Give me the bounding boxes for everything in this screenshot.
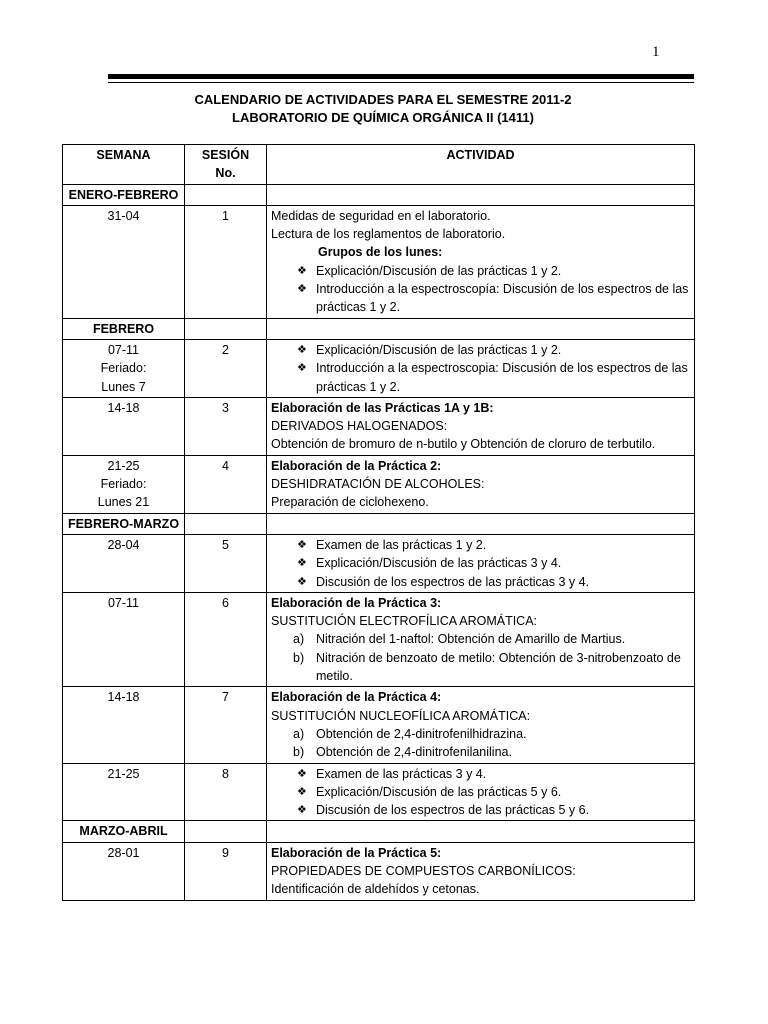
session-cell: 8 xyxy=(185,763,267,821)
session-cell: 1 xyxy=(185,205,267,318)
session-cell: 7 xyxy=(185,687,267,763)
week-cell: 07-11 xyxy=(63,592,185,686)
week-cell: 28-04 xyxy=(63,534,185,592)
practice-heading: Elaboración de las Prácticas 1A y 1B: xyxy=(271,400,494,415)
month-label: FEBRERO xyxy=(63,318,185,339)
list-item: b) Nitración de benzoato de metilo: Obtención de 3-nitrobenzoato de metilo. xyxy=(293,650,681,684)
activity-cell xyxy=(267,592,695,686)
title-line-2: LABORATORIO DE QUÍMICA ORGÁNICA II (1411) xyxy=(232,110,534,125)
activity-cell xyxy=(267,455,695,513)
month-label: ENERO-FEBRERO xyxy=(63,184,185,205)
week-cell: 31-04 xyxy=(63,205,185,318)
month-label: FEBRERO-MARZO xyxy=(63,513,185,534)
table-row xyxy=(63,397,695,455)
list-item: a) Obtención de 2,4-dinitrofenilhidrazina. xyxy=(293,726,527,741)
week-cell: 21-25 xyxy=(63,763,185,821)
month-label: MARZO-ABRIL xyxy=(63,821,185,842)
bullet-diamond-icon: ❖ xyxy=(297,575,307,588)
bullet-diamond-icon: ❖ xyxy=(297,343,307,356)
month-row xyxy=(63,184,695,205)
list-item: ❖ Explicación/Discusión de las prácticas 5 y 6. xyxy=(271,783,690,801)
table-row xyxy=(63,592,695,686)
list-item: ❖ Examen de las prácticas 1 y 2. xyxy=(271,536,690,554)
bullet-diamond-icon: ❖ xyxy=(297,362,307,375)
session-cell: 6 xyxy=(185,592,267,686)
list-item: ❖ Discusión de los espectros de las prácticas 3 y 4. xyxy=(271,573,690,591)
list-item: ❖ Examen de las prácticas 3 y 4. xyxy=(271,765,690,783)
header-semana: SEMANA xyxy=(63,145,185,185)
header-sesion xyxy=(185,145,267,185)
table-row xyxy=(63,339,695,397)
week-cell: 21-25 Feriado: Lunes 21 xyxy=(63,455,185,513)
session-cell: 4 xyxy=(185,455,267,513)
bullet-diamond-icon: ❖ xyxy=(297,785,307,798)
list-item: ❖ Discusión de los espectros de las prácticas 5 y 6. xyxy=(271,801,690,819)
document-title xyxy=(60,91,706,127)
activity-line: Preparación de ciclohexeno. xyxy=(271,495,429,510)
practice-heading: Elaboración de la Práctica 4: xyxy=(271,690,442,705)
list-item: a) Nitración del 1-naftol: Obtención de Amarillo de Martius. xyxy=(293,632,626,647)
practice-heading: Elaboración de la Práctica 2: xyxy=(271,458,442,473)
header-rule-thick xyxy=(108,74,694,79)
bullet-diamond-icon: ❖ xyxy=(297,264,307,277)
table-row xyxy=(63,842,695,900)
bullet-diamond-icon: ❖ xyxy=(297,283,307,296)
week-cell: 07-11 Feriado: Lunes 7 xyxy=(63,339,185,397)
header-actividad: ACTIVIDAD xyxy=(267,145,695,185)
month-row xyxy=(63,318,695,339)
table-header-row xyxy=(63,145,695,185)
activity-cell xyxy=(267,397,695,455)
activity-line: PROPIEDADES DE COMPUESTOS CARBONÍLICOS: xyxy=(271,863,576,878)
activity-line: SUSTITUCIÓN NUCLEOFÍLICA AROMÁTICA: xyxy=(271,708,531,723)
activity-cell xyxy=(267,205,695,318)
list-item: ❖ Explicación/Discusión de las prácticas 1 y 2. xyxy=(271,341,690,359)
group-heading: Grupos de los lunes: xyxy=(318,245,443,260)
activity-cell xyxy=(267,842,695,900)
activity-line: Identificación de aldehídos y cetonas. xyxy=(271,882,480,897)
bullet-diamond-icon: ❖ xyxy=(297,767,307,780)
activity-line: Lectura de los reglamentos de laboratorio. xyxy=(271,227,506,242)
session-cell: 9 xyxy=(185,842,267,900)
list-item: ❖ Explicación/Discusión de las prácticas 1 y 2. xyxy=(271,262,690,280)
bullet-diamond-icon: ❖ xyxy=(297,804,307,817)
title-line-1: CALENDARIO DE ACTIVIDADES PARA EL SEMESTRE 2011-2 xyxy=(194,92,572,107)
activity-line: Obtención de bromuro de n-butilo y Obtención de cloruro de terbutilo. xyxy=(271,437,656,452)
header-sesion-line2: No. xyxy=(215,166,236,181)
month-row xyxy=(63,821,695,842)
table-row xyxy=(63,687,695,763)
week-cell: 14-18 xyxy=(63,397,185,455)
table-row xyxy=(63,534,695,592)
activity-cell xyxy=(267,763,695,821)
activity-line: SUSTITUCIÓN ELECTROFÍLICA AROMÁTICA: xyxy=(271,614,538,629)
practice-heading: Elaboración de la Práctica 5: xyxy=(271,845,442,860)
bullet-diamond-icon: ❖ xyxy=(297,538,307,551)
activity-cell xyxy=(267,339,695,397)
activity-line: DESHIDRATACIÓN DE ALCOHOLES: xyxy=(271,477,485,492)
list-item: ❖ Introducción a la espectroscopia: Discusión de los espectros de las prácticas 1 y 2. xyxy=(297,361,688,394)
schedule-table xyxy=(62,144,695,901)
week-cell: 14-18 xyxy=(63,687,185,763)
session-cell: 2 xyxy=(185,339,267,397)
header-rule-thin xyxy=(108,82,694,83)
practice-heading: Elaboración de la Práctica 3: xyxy=(271,595,442,610)
list-item: ❖ Explicación/Discusión de las prácticas 3 y 4. xyxy=(271,554,690,572)
page-number: 1 xyxy=(652,44,660,60)
bullet-diamond-icon: ❖ xyxy=(297,557,307,570)
header-sesion-line1: SESIÓN xyxy=(201,148,250,162)
table-row xyxy=(63,205,695,318)
month-row xyxy=(63,513,695,534)
week-cell: 28-01 xyxy=(63,842,185,900)
list-item: ❖ Introducción a la espectroscopía: Discusión de los espectros de las prácticas 1 y 2. xyxy=(297,282,689,315)
activity-cell xyxy=(267,687,695,763)
table-row xyxy=(63,763,695,821)
session-cell: 3 xyxy=(185,397,267,455)
list-item: b) Obtención de 2,4-dinitrofenilanilina. xyxy=(293,745,512,760)
session-cell: 5 xyxy=(185,534,267,592)
activity-cell xyxy=(267,534,695,592)
activity-line: Medidas de seguridad en el laboratorio. xyxy=(271,208,491,223)
table-row xyxy=(63,455,695,513)
activity-line: DERIVADOS HALOGENADOS: xyxy=(271,419,448,434)
